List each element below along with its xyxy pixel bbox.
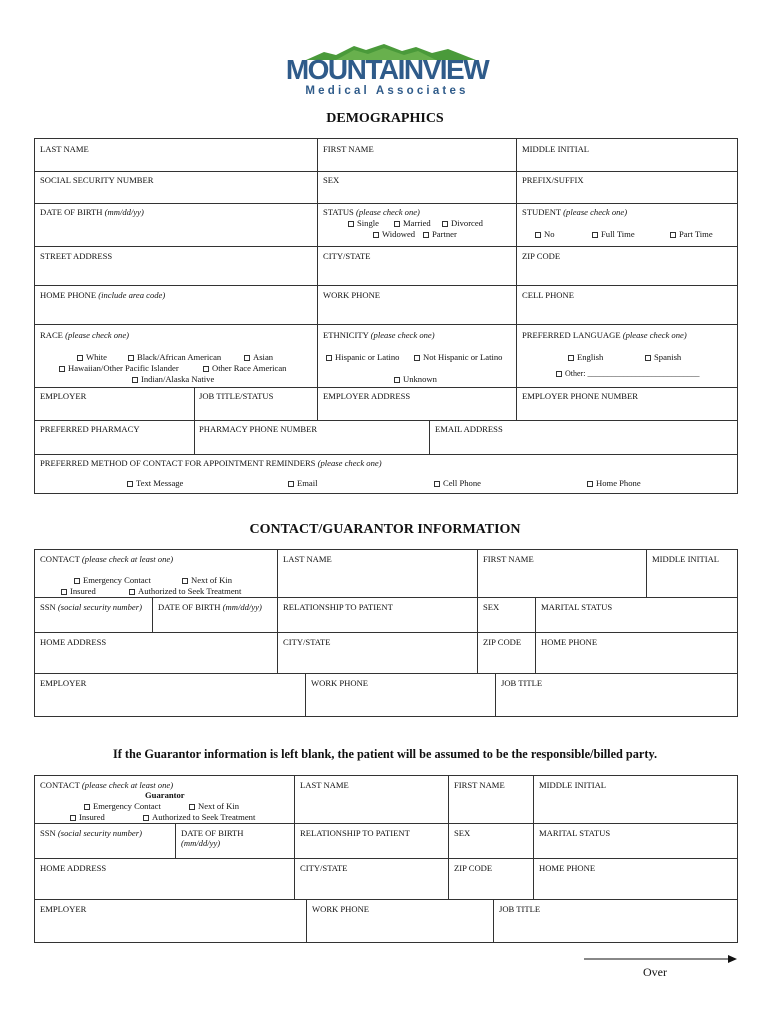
- checkbox-icon: [414, 355, 420, 361]
- guarantor-emergency-checkbox[interactable]: Emergency Contact: [84, 801, 161, 811]
- language-spanish-checkbox[interactable]: Spanish: [645, 352, 681, 362]
- checkbox-icon: [568, 355, 574, 361]
- race-white-checkbox[interactable]: White: [77, 352, 107, 362]
- contact-work-phone-field[interactable]: WORK PHONE: [311, 678, 369, 688]
- guarantor-contact-label: CONTACT (please check at least one): [40, 780, 174, 790]
- job-title-status-field[interactable]: JOB TITLE/STATUS: [199, 391, 274, 401]
- checkbox-icon: [61, 589, 67, 595]
- mountain-view-logo: [276, 42, 498, 100]
- contact-insured-checkbox[interactable]: Insured: [61, 586, 96, 596]
- checkbox-icon: [670, 232, 676, 238]
- contact-home-address-field[interactable]: HOME ADDRESS: [40, 637, 107, 647]
- first-name-field[interactable]: FIRST NAME: [323, 144, 374, 154]
- guarantor-contact-hint: (please check at least one): [81, 780, 174, 790]
- checkbox-icon: [128, 355, 134, 361]
- contact-guarantor-title: CONTACT/GUARANTOR INFORMATION: [249, 522, 521, 537]
- guarantor-ssn-field[interactable]: SSN (social security number): [40, 828, 142, 838]
- employer-phone-field[interactable]: EMPLOYER PHONE NUMBER: [522, 391, 639, 401]
- checkbox-icon: [373, 232, 379, 238]
- race-indian-checkbox[interactable]: Indian/Alaska Native: [132, 374, 214, 384]
- status-partner-checkbox[interactable]: Partner: [423, 229, 457, 239]
- guarantor-job-title-field[interactable]: JOB TITLE: [499, 904, 541, 914]
- contact-label: CONTACT (please check at least one): [40, 554, 174, 564]
- guarantor-heading: Guarantor: [145, 790, 185, 800]
- checkbox-icon: [203, 366, 209, 372]
- logo-brand-text: MOUNTAINVIEW: [285, 54, 489, 85]
- pharmacy-field[interactable]: PREFERRED PHARMACY: [40, 424, 140, 434]
- status-label: STATUS (please check one): [323, 207, 420, 217]
- demographics-grid: [34, 138, 738, 494]
- student-hint: (please check one): [563, 207, 628, 217]
- checkbox-icon: [74, 578, 80, 584]
- work-phone-field[interactable]: WORK PHONE: [323, 290, 381, 300]
- contact-ssn-hint: (social security number): [57, 602, 142, 612]
- guarantor-employer-field[interactable]: EMPLOYER: [40, 904, 87, 914]
- logo-tagline: Medical Associates: [305, 85, 469, 97]
- checkbox-icon: [556, 371, 562, 377]
- dob-label: DATE OF BIRTH: [40, 207, 103, 217]
- checkbox-icon: [77, 355, 83, 361]
- contact-cell-checkbox[interactable]: Cell Phone: [434, 478, 481, 488]
- contact-emergency-checkbox[interactable]: Emergency Contact: [74, 575, 151, 585]
- contact-last-name-field[interactable]: LAST NAME: [283, 554, 332, 564]
- checkbox-icon: [244, 355, 250, 361]
- race-hawaiian-checkbox[interactable]: Hawaiian/Other Pacific Islander: [59, 363, 179, 373]
- status-hint: (please check one): [355, 207, 420, 217]
- city-state-field[interactable]: CITY/STATE: [323, 251, 371, 261]
- checkbox-icon: [348, 221, 354, 227]
- checkbox-icon: [423, 232, 429, 238]
- contact-authorized-checkbox[interactable]: Authorized to Seek Treatment: [129, 586, 241, 596]
- contact-first-name-field[interactable]: FIRST NAME: [483, 554, 534, 564]
- cell-phone-field[interactable]: CELL PHONE: [522, 290, 574, 300]
- race-hint: (please check one): [65, 330, 130, 340]
- guarantor-note: If the Guarantor information is left blank, the patient will be assumed to be the responsible/billed party.: [112, 747, 658, 761]
- contact-employer-field[interactable]: EMPLOYER: [40, 678, 87, 688]
- sex-field[interactable]: SEX: [323, 175, 340, 185]
- guarantor-sex-field[interactable]: SEX: [454, 828, 471, 838]
- student-fulltime-checkbox[interactable]: Full Time: [592, 229, 635, 239]
- checkbox-icon: [645, 355, 651, 361]
- guarantor-city-state-field[interactable]: CITY/STATE: [300, 863, 348, 873]
- zip-code-field[interactable]: ZIP CODE: [522, 251, 561, 261]
- checkbox-icon: [84, 804, 90, 810]
- guarantor-last-name-field[interactable]: LAST NAME: [300, 780, 349, 790]
- checkbox-icon: [587, 481, 593, 487]
- street-address-field[interactable]: STREET ADDRESS: [40, 251, 113, 261]
- ethnicity-unknown-checkbox[interactable]: Unknown: [394, 374, 437, 384]
- checkbox-icon: [129, 589, 135, 595]
- checkbox-icon: [70, 815, 76, 821]
- ethnicity-hispanic-checkbox[interactable]: Hispanic or Latino: [326, 352, 399, 362]
- race-other-checkbox[interactable]: Other Race American: [203, 363, 286, 373]
- checkbox-icon: [592, 232, 598, 238]
- contact-zip-field[interactable]: ZIP CODE: [483, 637, 522, 647]
- status-single-checkbox[interactable]: Single: [348, 218, 379, 228]
- guarantor-zip-field[interactable]: ZIP CODE: [454, 863, 493, 873]
- guarantor-middle-initial-field[interactable]: MIDDLE INITIAL: [539, 780, 607, 790]
- contact-ssn-field[interactable]: SSN (social security number): [40, 602, 142, 612]
- last-name-field[interactable]: LAST NAME: [40, 144, 89, 154]
- prefix-suffix-field[interactable]: PREFIX/SUFFIX: [522, 175, 584, 185]
- guarantor-work-phone-field[interactable]: WORK PHONE: [312, 904, 370, 914]
- race-asian-checkbox[interactable]: Asian: [244, 352, 273, 362]
- ethnicity-label: ETHNICITY (please check one): [323, 330, 435, 340]
- checkbox-icon: [143, 815, 149, 821]
- checkbox-icon: [442, 221, 448, 227]
- student-label: STUDENT (please check one): [522, 207, 628, 217]
- contact-city-state-field[interactable]: CITY/STATE: [283, 637, 331, 647]
- contact-method-hint: (please check one): [317, 458, 382, 468]
- demographics-title: DEMOGRAPHICS: [326, 111, 444, 126]
- guarantor-insured-checkbox[interactable]: Insured: [70, 812, 105, 822]
- guarantor-home-address-field[interactable]: HOME ADDRESS: [40, 863, 107, 873]
- status-divorced-checkbox[interactable]: Divorced: [442, 218, 483, 228]
- employer-address-field[interactable]: EMPLOYER ADDRESS: [323, 391, 411, 401]
- race-label: RACE (please check one): [40, 330, 130, 340]
- home-phone-hint: (include area code): [98, 290, 166, 300]
- student-parttime-checkbox[interactable]: Part Time: [670, 229, 713, 239]
- checkbox-icon: [326, 355, 332, 361]
- contact-sex-field[interactable]: SEX: [483, 602, 500, 612]
- checkbox-icon: [394, 377, 400, 383]
- ethnicity-hint: (please check one): [370, 330, 435, 340]
- contact-hint: (please check at least one): [81, 554, 174, 564]
- contact-text-checkbox[interactable]: Text Message: [127, 478, 183, 488]
- contact-dob-hint: (mm/dd/yy): [222, 602, 262, 612]
- checkbox-icon: [132, 377, 138, 383]
- guarantor-marital-field[interactable]: MARITAL STATUS: [539, 828, 611, 838]
- guarantor-relationship-field[interactable]: RELATIONSHIP TO PATIENT: [300, 828, 410, 838]
- checkbox-icon: [189, 804, 195, 810]
- guarantor-authorized-checkbox[interactable]: Authorized to Seek Treatment: [143, 812, 255, 822]
- contact-dob-field[interactable]: DATE OF BIRTH (mm/dd/yy): [158, 602, 262, 612]
- pharmacy-phone-field[interactable]: PHARMACY PHONE NUMBER: [199, 424, 318, 434]
- checkbox-icon: [434, 481, 440, 487]
- guarantor-first-name-field[interactable]: FIRST NAME: [454, 780, 505, 790]
- status-married-checkbox[interactable]: Married: [394, 218, 431, 228]
- checkbox-icon: [127, 481, 133, 487]
- dob-field[interactable]: [40, 207, 144, 217]
- contact-method-label: PREFERRED METHOD OF CONTACT FOR APPOINTMENT REMINDERS (please check one): [40, 458, 382, 468]
- email-field[interactable]: EMAIL ADDRESS: [435, 424, 503, 434]
- contact-marital-field[interactable]: MARITAL STATUS: [541, 602, 613, 612]
- contact-home-phone-field[interactable]: HOME PHONE: [541, 637, 598, 647]
- student-no-checkbox[interactable]: No: [535, 229, 555, 239]
- ssn-field[interactable]: SOCIAL SECURITY NUMBER: [40, 175, 154, 185]
- language-other-checkbox[interactable]: Other: ____________________________: [556, 369, 699, 379]
- guarantor-ssn-hint: (social security number): [57, 828, 142, 838]
- guarantor-dob-hint: (mm/dd/yy): [181, 838, 221, 848]
- home-phone-field[interactable]: HOME PHONE (include area code): [40, 290, 166, 300]
- contact-middle-initial-field[interactable]: MIDDLE INITIAL: [652, 554, 720, 564]
- contact-email-checkbox[interactable]: Email: [288, 478, 318, 488]
- checkbox-icon: [394, 221, 400, 227]
- dob-hint: (mm/dd/yy): [104, 207, 144, 217]
- arrow-right-icon: [584, 953, 738, 965]
- employer-field[interactable]: EMPLOYER: [40, 391, 87, 401]
- guarantor-dob-field[interactable]: DATE OF BIRTH (mm/dd/yy): [181, 828, 244, 848]
- checkbox-icon: [535, 232, 541, 238]
- language-english-checkbox[interactable]: English: [568, 352, 603, 362]
- over-text: Over: [643, 965, 667, 979]
- contact-home-checkbox[interactable]: Home Phone: [587, 478, 641, 488]
- guarantor-home-phone-field[interactable]: HOME PHONE: [539, 863, 596, 873]
- contact-job-title-field[interactable]: JOB TITLE: [501, 678, 543, 688]
- guarantor-next-of-kin-checkbox[interactable]: Next of Kin: [189, 801, 239, 811]
- contact-next-of-kin-checkbox[interactable]: Next of Kin: [182, 575, 232, 585]
- status-widowed-checkbox[interactable]: Widowed: [373, 229, 415, 239]
- language-hint: (please check one): [622, 330, 687, 340]
- language-label: PREFERRED LANGUAGE (please check one): [522, 330, 687, 340]
- checkbox-icon: [182, 578, 188, 584]
- contact-relationship-field[interactable]: RELATIONSHIP TO PATIENT: [283, 602, 393, 612]
- race-black-checkbox[interactable]: Black/African American: [128, 352, 221, 362]
- checkbox-icon: [288, 481, 294, 487]
- middle-initial-field[interactable]: MIDDLE INITIAL: [522, 144, 590, 154]
- checkbox-icon: [59, 366, 65, 372]
- ethnicity-not-hispanic-checkbox[interactable]: Not Hispanic or Latino: [414, 352, 502, 362]
